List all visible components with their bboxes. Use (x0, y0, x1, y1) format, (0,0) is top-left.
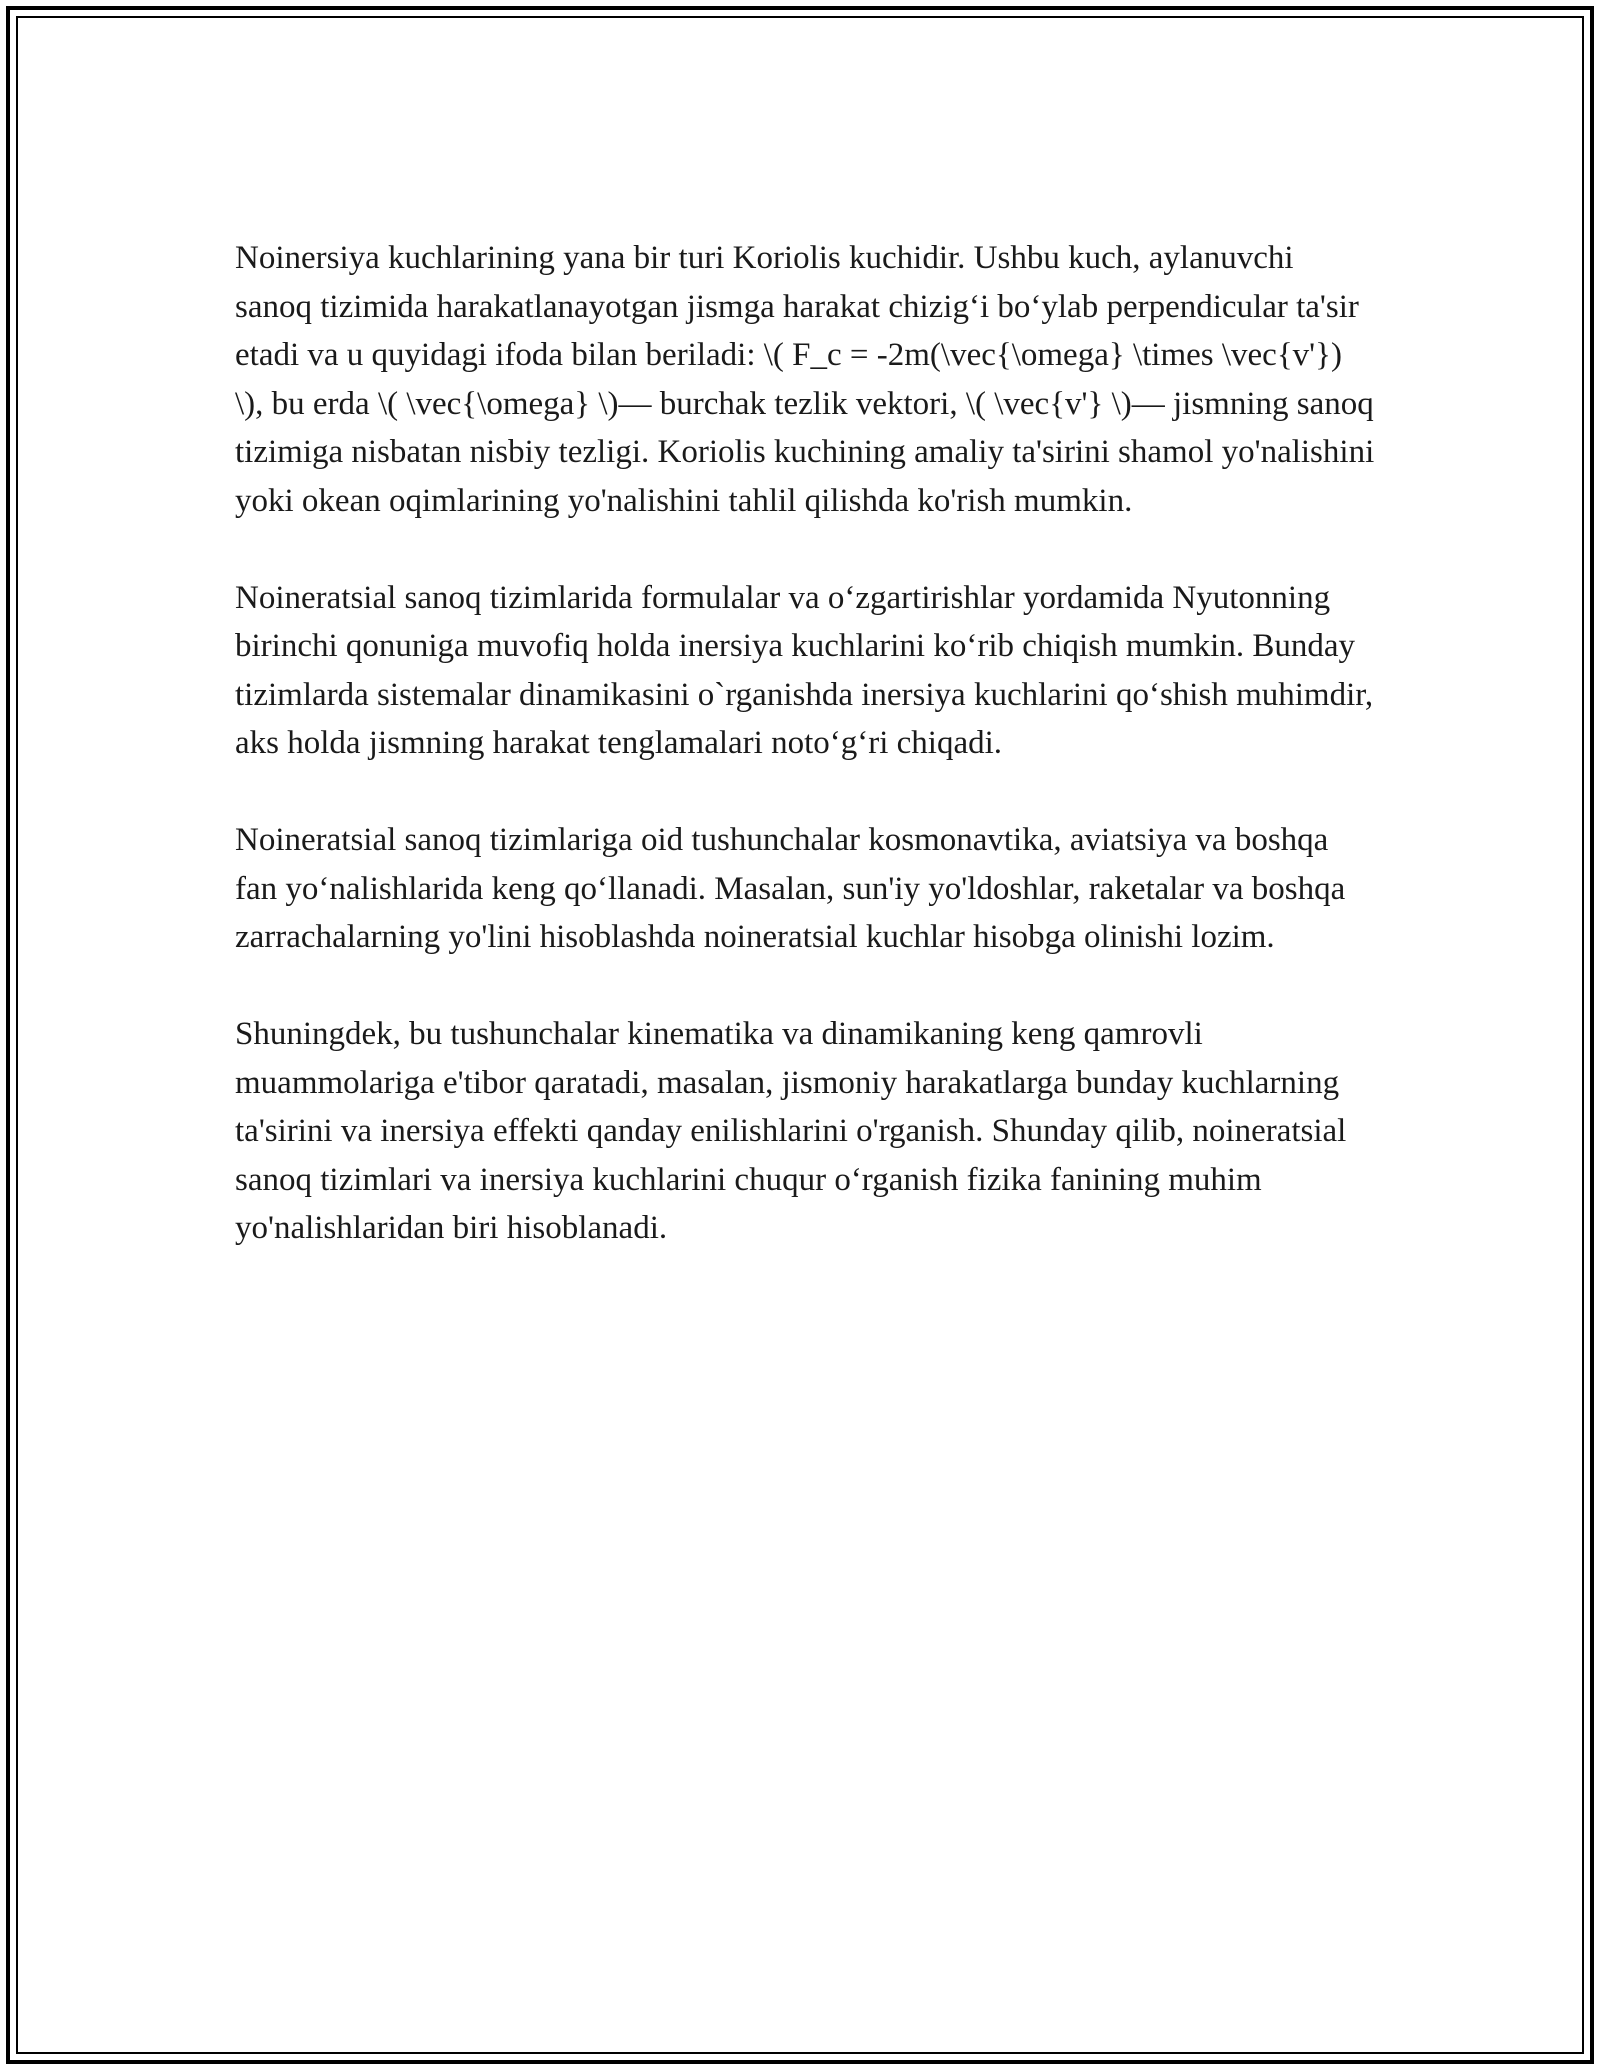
paragraph-conclusion: Shuningdek, bu tushunchalar kinematika va dinamikaning keng qamrovli muammolariga e'tibor qaratadi, masalan, jismoniy harakatlarga bunday kuchlarning ta'sirini va inersiya effekti qanday enilishlarini o'rganish. Shunday qilib, noineratsial sanoq tizimlari va inersiya kuchlarini chuqur o‘rganish fizika fanining muhim yo'nalishlaridan biri hisoblanadi. (235, 1016, 1347, 1246)
paragraph-coriolis: Noinersiya kuchlarining yana bir turi Koriolis kuchidir. Ushbu kuch, aylanuvchi sanoq tizimida harakatlanayotgan jismga harakat chizig‘i bo‘ylab perpendicular ta'sir etadi va u quyidagi ifoda bilan beriladi: \( F_c = -2m(\vec{\omega} \times \vec{v'}) \), bu erda \( \vec{\omega} \)— burchak tezlik vektori, \( \vec{v'} \)— jismning sanoq tizimiga nisbatan nisbiy tezligi. Koriolis kuchining amaliy ta'sirini shamol yo'nalishini yoki okean oqimlarining yo'nalishini tahlil qilishda ko'rish mumkin. (235, 240, 1375, 519)
paragraph-noninertial-frames: Noineratsial sanoq tizimlarida formulalar va o‘zgartirishlar yordamida Nyutonning birinchi qonuniga muvofiq holda inersiya kuchlarini ko‘rib chiqish mumkin. Bunday tizimlarda sistemalar dinamikasini o`rganishda inersiya kuchlarini qo‘shish muhimdir, aks holda jismning harakat tenglamalari noto‘g‘ri chiqadi. (235, 579, 1374, 761)
paragraph-applications: Noineratsial sanoq tizimlariga oid tushunchalar kosmonavtika, aviatsiya va boshqa fan yo‘nalishlarida keng qo‘llanadi. Masalan, sun'iy yo'ldoshlar, raketalar va boshqa zarrachalarning yo'lini hisoblashda noineratsial kuchlar hisobga olinishi lozim. (235, 822, 1346, 955)
document-body (235, 234, 1375, 1301)
